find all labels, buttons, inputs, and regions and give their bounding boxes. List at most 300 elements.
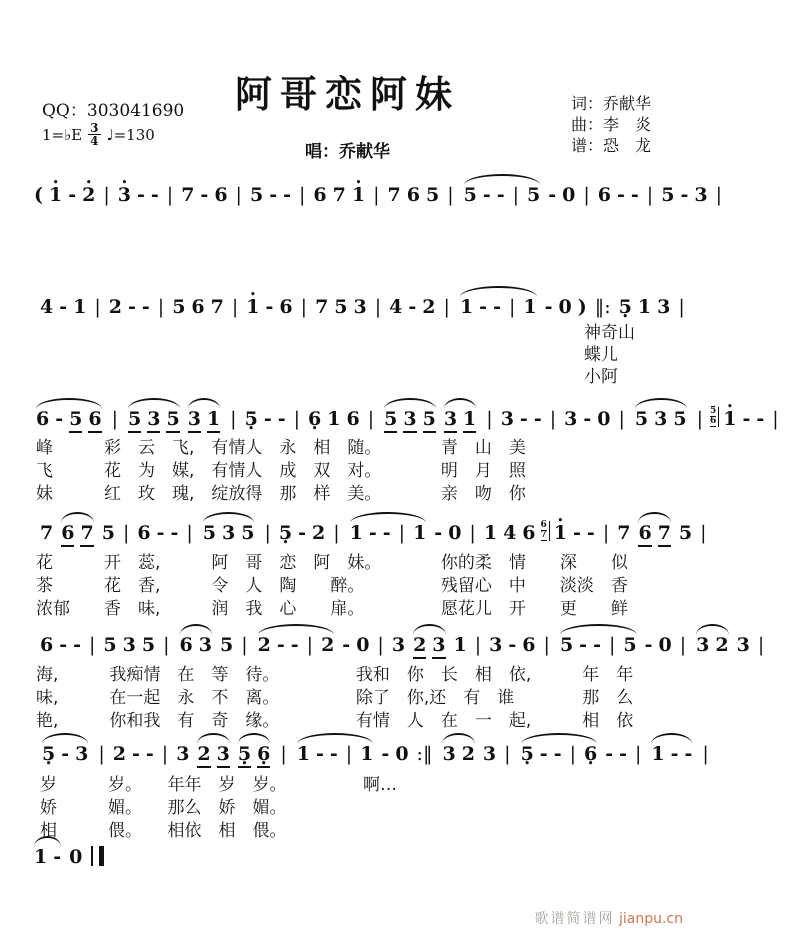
note: 6 [137,522,151,544]
duration-dash: - [200,184,209,206]
note: 7 [617,522,631,544]
note: 0 [558,296,572,318]
note: 4 [40,296,54,318]
duration-dash: - [630,184,639,206]
note: 5 [141,634,156,656]
note: 5 • [619,295,632,319]
barline: | [89,634,96,656]
note: 7 [658,521,671,547]
note: 2 [715,634,729,656]
watermark-site-url: jianpu.cn [618,911,683,927]
note: 3 [176,743,190,765]
barline: | [293,408,300,430]
barline: | [111,408,118,430]
note: 1 [483,522,498,544]
notation-line-6 [38,742,715,768]
slur-group [409,633,449,659]
note: 5 • [238,742,251,768]
duration-dash: - [593,634,601,656]
barline: | [447,184,454,206]
duration-dash: - [553,743,562,765]
slur-group [438,742,478,766]
duration-dash: - [141,296,150,318]
note-group [601,742,647,766]
duration-dash: - [316,743,324,765]
barline: | [103,184,110,206]
note-group [541,295,691,319]
slur-group [193,742,233,768]
slur-group [460,183,545,207]
note: 3 [657,296,671,318]
barline: | [345,743,353,765]
grace-notes: $\frac{5}{6}$ [710,407,719,427]
duration-dash: - [573,522,581,544]
barline: | [696,408,703,430]
note: 3 [198,634,212,656]
barline: | [646,184,654,206]
note: 1 [349,522,363,544]
composer-credit: 曲：李 炎 [570,115,651,134]
note: 5 [673,408,687,430]
lyric-row: 茶 花 香, 令 人 陶 醉。 残留心 中 淡淡 香 [36,576,628,596]
barline: | [306,634,314,656]
slur-group [647,742,696,766]
note: 6 [40,634,54,656]
note: 0 [658,634,672,656]
note: 1 [327,408,341,430]
duration-dash: - [277,408,286,430]
lyric-row: 飞 花 为 媒, 有情人 成 双 对。 明 月 照 [36,461,526,481]
note: 2 [112,743,126,765]
note: 7 [387,184,401,206]
note: 0 [597,408,611,430]
note: 5 [241,522,255,544]
parenthesis: ( [34,184,43,206]
note: 5 [425,184,440,206]
note-group [36,295,456,319]
lyric-row: 妹 红 玫 瑰, 绽放得 那 样 美。 亲 吻 你 [36,484,526,504]
barline: | [161,743,169,765]
note: 4 [503,522,517,544]
note: • 3 [118,183,131,207]
note-group [216,633,254,657]
barline: | [583,184,590,206]
note: 6 [522,522,536,544]
note: 6 • [308,407,321,431]
lyric-row: 小阿 [584,367,618,387]
note: 2 [422,296,436,318]
note: 6 [61,521,74,547]
duration-dash: - [132,743,140,765]
duration-dash: - [680,184,689,206]
note: 5 [384,407,397,433]
slur-group [176,633,216,657]
lyrics-block-line-3 [36,437,526,506]
barline: | [398,522,406,544]
slur-group [57,521,97,547]
note: 5 [166,407,179,433]
duration-dash: - [137,184,145,206]
slur-group [32,407,106,433]
note: 1 [523,296,537,318]
duration-dash: - [156,522,165,544]
note: 2 [413,633,426,659]
duration-dash: - [329,743,338,765]
note: 5 • [245,407,258,431]
note: 6 [597,184,612,206]
duration-dash: - [496,184,505,206]
barline: | [230,408,237,430]
duration-dash: - [482,184,491,206]
barline: | [504,743,511,765]
notation-line-7 [30,845,105,869]
note: 5 [202,522,216,544]
note: 5 • [42,742,55,766]
note: 5 [634,408,649,430]
duration-dash: - [68,184,77,206]
note-group [274,742,292,766]
duration-dash: - [283,184,291,206]
qq-number: QQ：303041690 [42,101,185,121]
note: 6 [36,408,50,430]
note: • 2 [82,183,95,207]
note: 1 [73,296,87,318]
note: 4 [389,296,403,318]
lyric-row: 花 开 蕊, 阿 哥 恋 阿 妹。 你的柔 情 深 似 [36,553,628,573]
duration-dash: - [479,296,488,318]
barline: | [298,184,306,206]
time-signature: $\frac{3}{4}$ [90,121,99,148]
note: 5 [103,634,117,656]
note: 3 [75,743,89,765]
notation-line-5 [36,633,770,659]
slur-group [517,742,602,766]
note-group [338,633,409,657]
note: 2 [321,634,335,656]
lyric-row: 浓郁 香 味, 润 我 心 扉。 愿花儿 开 更 鲜 [36,599,628,619]
note: 5 [334,296,348,318]
note: 6 [191,296,205,318]
lyrics-block-verse-starts [584,322,635,388]
barline: | [543,634,550,656]
note: 6 [346,408,360,430]
barline: | [702,743,709,765]
note: 6 [313,184,327,206]
lyrics-block-line-6 [40,774,397,843]
note-group [480,407,631,431]
note-group [479,742,517,766]
tempo: ♩=130 [106,125,155,144]
credits-block [571,93,651,156]
barline: | [157,296,165,318]
note: 3 [442,743,456,765]
note: 3 [403,407,416,433]
duration-dash: - [605,743,614,765]
note: 5 • [521,742,534,766]
note: 7 [315,296,329,318]
note: 3 [391,634,406,656]
note: 3 [217,742,230,768]
note: 5 [661,184,675,206]
parenthesis: ) [577,296,587,318]
barline: | [635,743,642,765]
barline: | [122,522,130,544]
note-group [691,407,785,431]
note-group [30,183,460,207]
lyrics-block-line-5 [36,664,633,733]
duration-dash: - [756,408,765,430]
barline: | [367,408,375,430]
note: 1 [360,743,374,765]
note: 1 [453,634,467,656]
duration-dash: - [519,408,528,430]
duration-dash: - [150,184,159,206]
duration-dash: - [382,522,391,544]
note: 3 [444,407,457,433]
barline: | [235,184,242,206]
slur-group [692,633,732,657]
duration-dash: - [742,408,751,430]
note-group [430,521,634,545]
barline: | [264,522,271,544]
duration-dash: - [617,184,625,206]
lyric-row: 味, 在一起 永 不 离。 除了 你,还 有 谁 那 么 [36,688,634,708]
slur-group [234,742,274,768]
barline: | [474,634,482,656]
duration-dash: - [290,634,299,656]
note: 7 [80,521,93,547]
note: 7 [40,522,54,544]
note: • 1 [723,407,736,431]
note: 5 [623,634,637,656]
duration-dash: - [644,634,653,656]
slur-group [293,742,378,766]
note: 3 [736,634,750,656]
lyric-row: 蝶儿 [584,345,618,365]
note: 5 [463,184,477,206]
barline: | [443,296,450,318]
note-group [733,633,771,657]
duration-dash: - [548,184,557,206]
note-group [258,521,345,545]
note: 5 [423,407,436,433]
slur-group [380,407,440,433]
duration-dash: - [59,634,68,656]
note: 5 [128,407,141,433]
duration-dash: - [619,743,627,765]
barline: | [772,408,779,430]
note-group [36,521,57,545]
note: 1 [651,743,665,765]
barline: | [374,296,382,318]
duration-dash: - [61,743,70,765]
note: 5 [678,522,693,544]
duration-dash: - [55,408,64,430]
note: 3 [696,634,710,656]
repeat-begin: ‖: [594,296,611,318]
barline: | [469,522,476,544]
barline: | [98,743,105,765]
quarter-note-icon: ♩ [106,125,114,144]
barline: | [602,522,610,544]
note: 2 [108,296,122,318]
note: 5 • [279,521,292,545]
slur-group [184,407,224,433]
watermark [535,908,683,928]
slur-group [199,521,259,545]
barline: | [569,743,576,765]
duration-dash: - [263,408,272,430]
slur-group [124,407,184,433]
note: 2 [461,743,475,765]
note-group [36,633,176,657]
note: 3 [188,407,201,433]
note: 0 [395,743,409,765]
barline: | [163,634,170,656]
duration-dash: - [434,522,443,544]
barline: | [241,634,248,656]
note-group [641,633,693,657]
note: 5 [249,184,264,206]
note: 5 [69,407,82,433]
note: • 1 [352,183,365,207]
slur-group [38,742,92,766]
duration-dash: - [508,634,517,656]
duration-dash: - [128,296,136,318]
note: 0 [448,522,462,544]
slur-group [440,407,480,433]
barline: | [231,296,239,318]
barline: | [757,634,765,656]
note: • 1 [49,183,62,207]
watermark-site-name: 歌谱简谱网 [534,911,615,927]
duration-dash: - [298,522,306,544]
note: 6 • [584,742,597,766]
note: 3 [147,407,160,433]
note: 2 [197,742,210,768]
barline: | [679,634,687,656]
lyric-row: 相 偎。 相依 相 偎。 [40,821,287,841]
barline: | [377,634,384,656]
barline: | [186,522,193,544]
note-group [65,845,105,869]
singer-credit: 唱：乔献华 [305,142,390,162]
note: 6 [179,634,193,656]
duration-dash: - [583,408,592,430]
barline: | [549,408,557,430]
lyrics-block-line-4 [36,552,628,621]
note: 5 [220,634,234,656]
notation-line-3 [32,407,785,433]
note: 6 [88,407,101,433]
note: 7 [210,296,224,318]
duration-dash: - [276,634,285,656]
note: 0 [562,184,576,206]
grace-notes: $\frac{6}{7}$ [541,521,550,541]
note: 5 [527,184,541,206]
note: 2 [257,634,271,656]
barline: | [373,184,380,206]
duration-dash: - [170,522,179,544]
note: 1 [296,743,310,765]
note: 3 [222,522,236,544]
slur-group [254,633,339,657]
note-group [675,521,713,545]
barline: | [166,184,174,206]
note: 1 [463,407,476,433]
note: 3 [353,296,367,318]
duration-dash: - [381,743,390,765]
duration-dash: - [342,634,351,656]
duration-dash: - [684,743,693,765]
note: 6 [638,521,651,547]
lyric-row: 艳, 你和我 有 奇 缘。 有情 人 在 一 起, 相 依 [36,711,634,731]
lyricist-credit: 词：乔献华 [570,94,651,113]
duration-dash: - [533,408,542,430]
note: 7 [181,184,195,206]
note: 3 [489,634,503,656]
barline: | [94,296,101,318]
duration-dash: - [368,522,377,544]
song-title: 阿哥恋阿妹 [235,72,460,116]
note: 5 [101,522,115,544]
note: 3 [482,743,497,765]
note-group [224,407,380,431]
barline: | [700,522,707,544]
duration-dash: - [586,522,595,544]
note: 1 [34,846,48,868]
duration-dash: - [544,296,553,318]
note: 1 [459,296,474,318]
note: 0 [69,846,83,868]
duration-dash: - [670,743,679,765]
note: 0 [356,634,370,656]
note: 6 • [257,742,270,768]
lyric-row: 神奇山 [584,323,635,343]
note: 5 [559,634,574,656]
note-group [92,742,193,766]
notation-line-2 [36,295,691,319]
duration-dash: - [59,296,68,318]
duration-dash: - [269,184,278,206]
slur-group [556,633,641,657]
duration-dash: - [408,296,417,318]
note: 6 [522,634,536,656]
duration-dash: - [539,743,548,765]
note: 2 [312,522,326,544]
duration-dash: - [73,634,82,656]
slur-group [456,295,541,319]
note-group [106,407,124,431]
barline: | [280,743,287,765]
notator-credit: 谱：恐 龙 [570,136,651,155]
duration-dash: - [53,846,62,868]
note: 3 [564,408,578,430]
note-group [544,183,728,207]
slur-group [631,407,691,431]
note-group [377,742,438,766]
note: 3 [122,634,136,656]
note-group [450,633,556,657]
lyric-row: 峰 彩 云 飞, 有情人 永 相 随。 青 山 美 [36,438,526,458]
note: 6 [214,184,228,206]
note: 3 [432,633,445,659]
note: 1 [413,522,427,544]
barline: | [508,296,516,318]
note: • 1 [554,521,567,545]
barline: | [608,634,616,656]
lyric-row: 娇 媚。 那么 娇 媚。 [40,798,287,818]
